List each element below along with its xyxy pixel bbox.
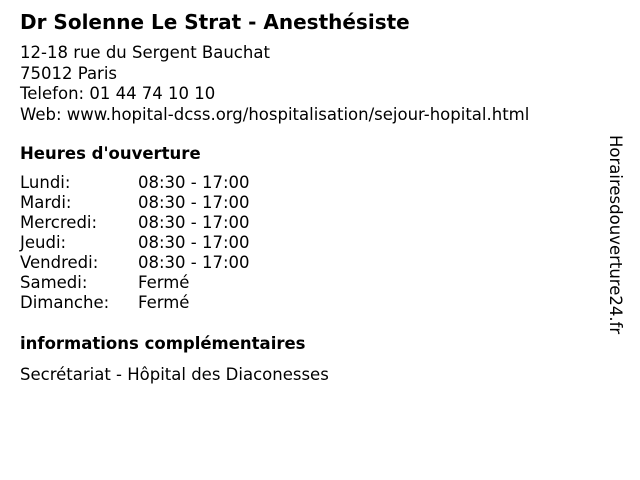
info-text: Secrétariat - Hôpital des Diaconesses <box>20 365 329 384</box>
day-label: Vendredi: <box>20 253 99 272</box>
time-value: 08:30 - 17:00 <box>138 233 250 252</box>
day-label: Mardi: <box>20 193 72 212</box>
day-label: Mercredi: <box>20 213 98 232</box>
time-value: 08:30 - 17:00 <box>138 253 250 272</box>
street-address: 12-18 rue du Sergent Bauchat <box>20 43 270 62</box>
page-title: Dr Solenne Le Strat - Anesthésiste <box>20 10 410 34</box>
site-brand-vertical: Horairesdouverture24.fr <box>606 135 625 335</box>
hours-heading: Heures d'ouverture <box>20 144 201 163</box>
day-label: Lundi: <box>20 173 71 192</box>
address-block <box>20 43 529 125</box>
day-label: Samedi: <box>20 273 88 292</box>
info-heading: informations complémentaires <box>20 334 306 353</box>
time-value: Fermé <box>138 273 190 292</box>
website-link[interactable]: Web: www.hopital-dcss.org/hospitalisation/sejour-hopital.html <box>20 104 530 124</box>
time-value: 08:30 - 17:00 <box>138 213 250 232</box>
day-label: Dimanche: <box>20 293 110 312</box>
phone-number: Telefon: 01 44 74 10 10 <box>20 84 216 103</box>
day-label: Jeudi: <box>20 233 67 252</box>
city-address: 75012 Paris <box>20 63 118 83</box>
time-value: 08:30 - 17:00 <box>138 173 250 192</box>
time-value: 08:30 - 17:00 <box>138 193 250 212</box>
time-value: Fermé <box>138 293 190 312</box>
